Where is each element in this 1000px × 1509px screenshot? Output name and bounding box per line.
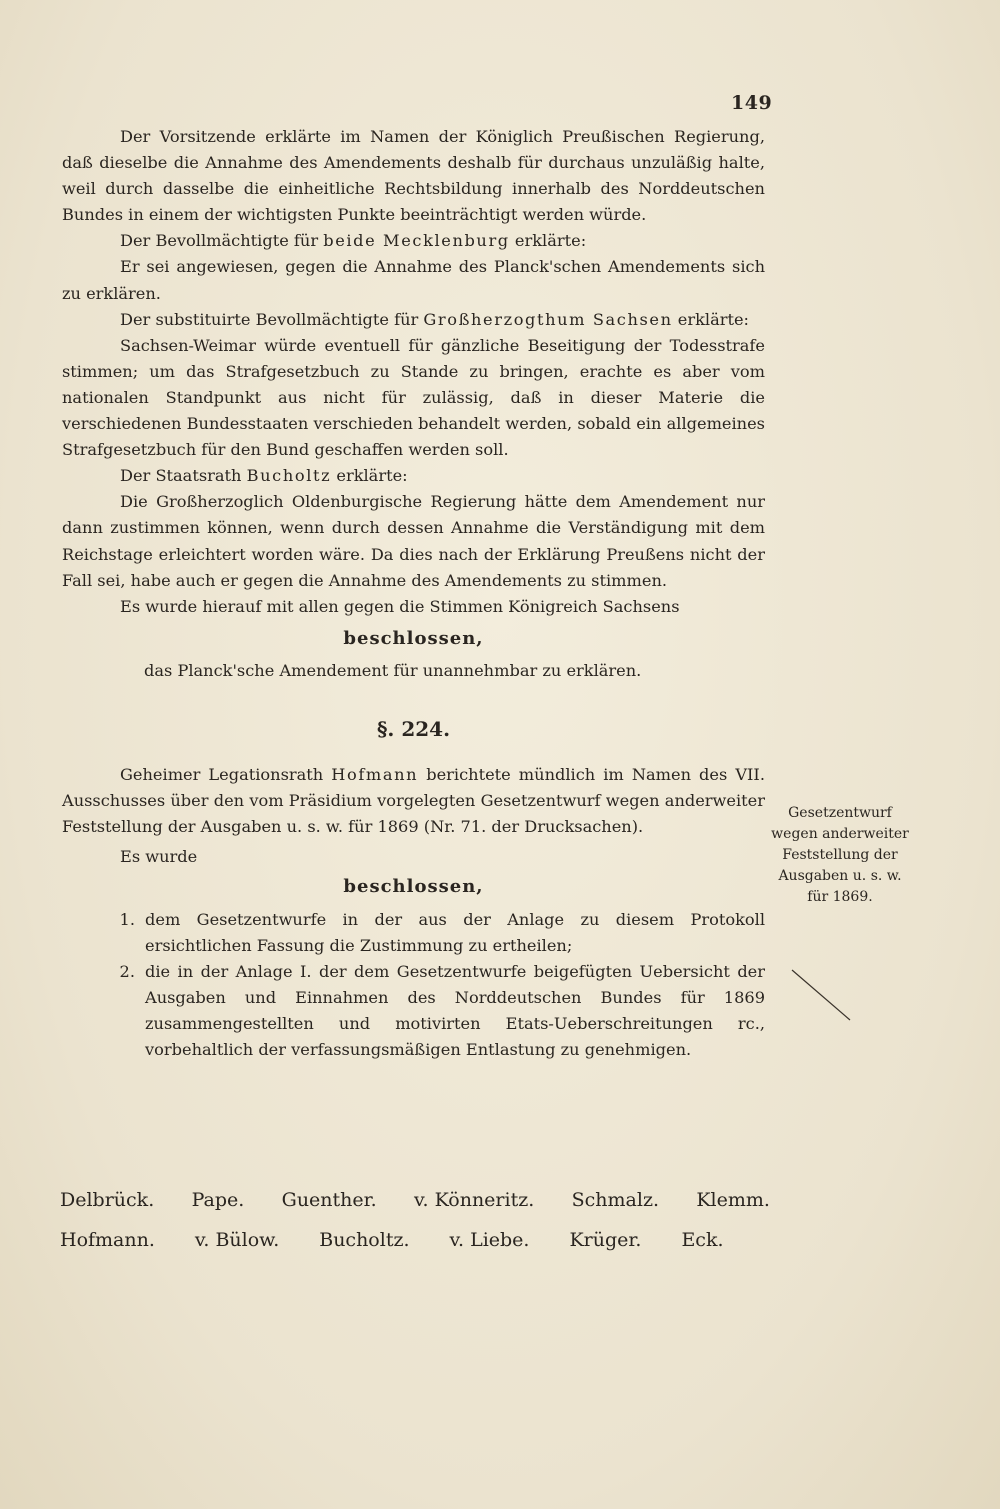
paragraph-text: erklärte: — [514, 231, 587, 251]
signature-row — [60, 1220, 770, 1260]
signature-name: v. Bülow. — [194, 1229, 280, 1251]
paragraph-text: Der substituirte Bevollmächtigte für — [120, 309, 419, 329]
resolution-list — [62, 907, 765, 1064]
paragraph: Er sei angewiesen, gegen die Annahme des Planck'schen Amendements sich zu erklären. — [62, 257, 765, 303]
paragraph-text: berichtete mündlich im Namen des VII. Ausschusses über den vom Präsidium vorgelegten Gesetzentwurf wegen anderweiter Feststellung der Ausgaben u. s. w. für 1869 (Nr. 71. der Drucksachen). — [62, 765, 765, 837]
paragraph: das Planck'sche Amendement für unannehmbar zu erklären. — [144, 660, 642, 680]
signature-name: Delbrück. — [60, 1189, 155, 1211]
signature-name: Bucholtz. — [319, 1229, 410, 1251]
spaced-name: Großherzogthum Sachsen — [423, 309, 673, 329]
list-number: 2. — [119, 961, 135, 981]
paragraph — [62, 307, 765, 333]
list-item — [62, 959, 765, 1063]
paragraph: Es wurde — [120, 847, 198, 867]
signature-name: v. Liebe. — [449, 1229, 530, 1251]
margin-note — [770, 803, 910, 908]
signature-name: Schmalz. — [571, 1189, 659, 1211]
spaced-name: Bucholtz — [246, 466, 332, 486]
list-item — [62, 907, 765, 959]
paragraph: Die Großherzoglich Oldenburgische Regierung hätte dem Amendement nur dann zustimmen können, wenn durch dessen Annahme die Verständigung mit dem Reichstage erleichtert worden wäre. Da dies nach der Erklärung Preußens nicht der Fall sei, habe auch er gegen die Annahme des Amendements zu stimmen. — [62, 492, 765, 590]
document-body — [62, 124, 765, 1063]
list-number: 1. — [119, 909, 135, 929]
margin-note-line: Gesetzentwurf — [788, 805, 892, 821]
margin-stroke — [790, 968, 860, 1028]
paragraph: Sachsen-Weimar würde eventuell für gänzliche Beseitigung der Todesstrafe stimmen; um das Strafgesetzbuch zu Stande zu bringen, erachte es aber vom nationalen Standpunkt aus nicht für zulässig, daß in dieser Materie die verschiedenen Bundesstaaten verschieden behandelt werden, sobald ein allgemeines Strafgesetzbuch für den Bund geschaffen werden soll. — [62, 335, 765, 460]
signature-name: Klemm. — [696, 1189, 770, 1211]
paragraph — [62, 762, 765, 840]
signature-name: Krüger. — [569, 1229, 642, 1251]
signature-name: Guenther. — [281, 1189, 377, 1211]
paragraph-text: Der Bevollmächtigte für — [120, 231, 319, 251]
signature-name: v. Könneritz. — [414, 1189, 535, 1211]
paragraph — [62, 463, 765, 489]
spaced-name: Hofmann — [331, 765, 419, 785]
list-text: dem Gesetzentwurfe in der aus der Anlage zu diesem Protokoll ersichtlichen Fassung die Zustimmung zu ertheilen; — [145, 909, 765, 955]
paragraph-text: Geheimer Legationsrath — [120, 765, 324, 785]
margin-note-line: Ausgaben u. s. w. — [778, 868, 902, 884]
paragraph: Es wurde hierauf mit allen gegen die Stimmen Königreich Sachsens — [120, 596, 680, 616]
section-heading: §. 224. — [376, 716, 451, 741]
signature-name: Eck. — [681, 1229, 724, 1251]
page-number: 149 — [731, 92, 773, 114]
paragraph-text: erklärte: — [677, 309, 749, 329]
resolution-heading: beschlossen, — [343, 876, 484, 898]
signature-block — [60, 1180, 770, 1260]
signature-row — [60, 1180, 770, 1220]
margin-note-line: Feststellung der — [782, 847, 898, 863]
signature-name: Pape. — [191, 1189, 245, 1211]
list-text: die in der Anlage I. der dem Gesetzentwurfe beigefügten Uebersicht der Ausgaben und Einnahmen des Norddeutschen Bundes für 1869 zusammengestellten und motivirten Etats-Ueberschreitungen rc., vorbehaltlich der verfassungsmäßigen Entlastung zu genehmigen. — [145, 961, 765, 1059]
paragraph-text: Der Staatsrath — [120, 466, 242, 486]
spaced-name: beide Mecklenburg — [323, 231, 510, 251]
margin-note-line: für 1869. — [807, 889, 873, 905]
paragraph-text: erklärte: — [336, 466, 408, 486]
resolution-heading: beschlossen, — [343, 627, 484, 649]
paragraph — [62, 228, 765, 254]
paragraph: Der Vorsitzende erklärte im Namen der Königlich Preußischen Regierung, daß dieselbe die Annahme des Amendements deshalb für durchaus unzuläßig halte, weil durch dasselbe die einheitliche Rechtsbildung innerhalb des Norddeutschen Bundes in einem der wichtigsten Punkte beeinträchtigt werden würde. — [62, 127, 765, 225]
margin-note-line: wegen anderweiter — [771, 826, 909, 842]
signature-name: Hofmann. — [60, 1229, 155, 1251]
